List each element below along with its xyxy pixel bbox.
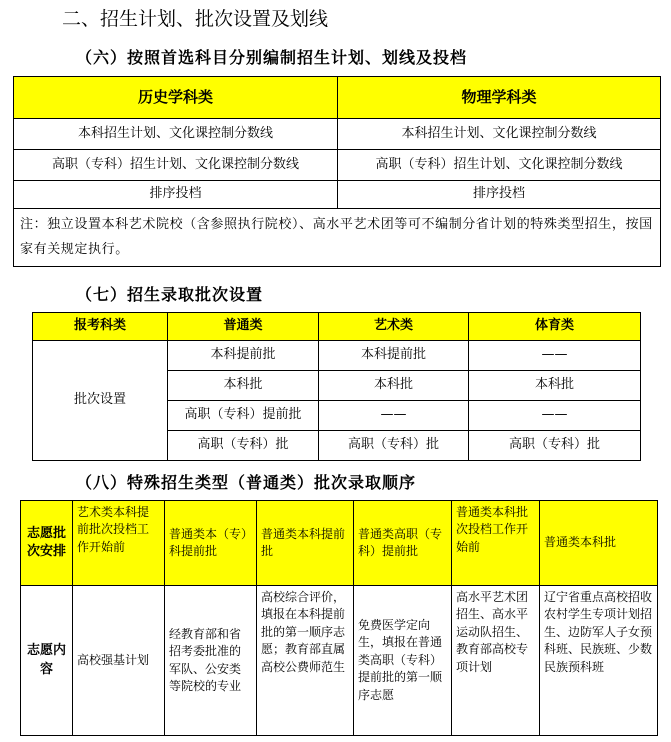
table-cell: 高职（专科）批 (319, 431, 469, 461)
header-vocational-early: 普通类高职（专科）提前批 (354, 501, 452, 586)
content-cell: 高校强基计划 (73, 586, 165, 736)
table-cell: 本科招生计划、文化课控制分数线 (14, 119, 338, 150)
table-cell: 本科招生计划、文化课控制分数线 (338, 119, 661, 150)
content-cell: 免费医学定向生，填报在普通类高职（专科）提前批的第一顺序志愿 (354, 586, 452, 736)
table-cell: 高职（专科）提前批 (168, 401, 319, 431)
subsection-8-title: （八）特殊招生类型（普通类）批次录取顺序 (76, 473, 417, 492)
table-cell: 本科批 (319, 371, 469, 401)
header-arrangement: 志愿批次安排 (21, 501, 73, 586)
subsection-6-title: （六）按照首选科目分别编制招生计划、划线及投档 (76, 48, 468, 67)
content-cell: 高校综合评价，填报在本科提前批的第一顺序志愿；教育部直属高校公费师范生 (257, 586, 354, 736)
content-cell: 高水平艺术团招生、高水平运动队招生、教育部高校专项计划 (452, 586, 540, 736)
header-undergrad-before: 普通类本科批次投档工作开始前 (452, 501, 540, 586)
table-cell: 排序投档 (338, 181, 661, 209)
header-general-early: 普通类本（专）科提前批 (165, 501, 257, 586)
section-title: 二、招生计划、批次设置及划线 (62, 8, 329, 30)
row-label-content: 志愿内容 (21, 586, 73, 736)
header-history: 历史学科类 (14, 77, 338, 119)
table-cell: 高职（专科）批 (168, 431, 319, 461)
special-admission-table (20, 500, 658, 736)
content-cell: 经教育部和省招考委批准的军队、公安类等院校的专业 (165, 586, 257, 736)
header-general: 普通类 (168, 313, 319, 341)
table-cell: 高职（专科）招生计划、文化课控制分数线 (14, 150, 338, 181)
table-cell: 本科批 (168, 371, 319, 401)
header-undergrad-early: 普通类本科提前批 (257, 501, 354, 586)
row-label-batch: 批次设置 (33, 341, 168, 461)
table-cell: —— (319, 401, 469, 431)
table-cell: 高职（专科）批 (469, 431, 641, 461)
table-cell: 本科批 (469, 371, 641, 401)
header-art-early: 艺术类本科提前批次投档工作开始前 (73, 501, 165, 586)
table-cell: 高职（专科）招生计划、文化课控制分数线 (338, 150, 661, 181)
table-cell: —— (469, 341, 641, 371)
subsection-7-title: （七）招生录取批次设置 (76, 285, 264, 304)
table-cell: —— (469, 401, 641, 431)
table-cell: 排序投档 (14, 181, 338, 209)
table-cell: 本科提前批 (168, 341, 319, 371)
table-note: 注：独立设置本科艺术院校（含参照执行院校）、高水平艺术团等可不编制分省计划的特殊类型招生，按国家有关规定执行。 (14, 209, 661, 267)
header-category: 报考科类 (33, 313, 168, 341)
table-cell: 本科提前批 (319, 341, 469, 371)
content-cell: 辽宁省重点高校招收农村学生专项计划招生、边防军人子女预科班、民族班、少数民族预科班 (540, 586, 658, 736)
header-undergrad: 普通类本科批 (540, 501, 658, 586)
batch-setting-table (32, 312, 641, 461)
header-sports: 体育类 (469, 313, 641, 341)
header-art: 艺术类 (319, 313, 469, 341)
subject-plan-table (13, 76, 661, 267)
header-physics: 物理学科类 (338, 77, 661, 119)
